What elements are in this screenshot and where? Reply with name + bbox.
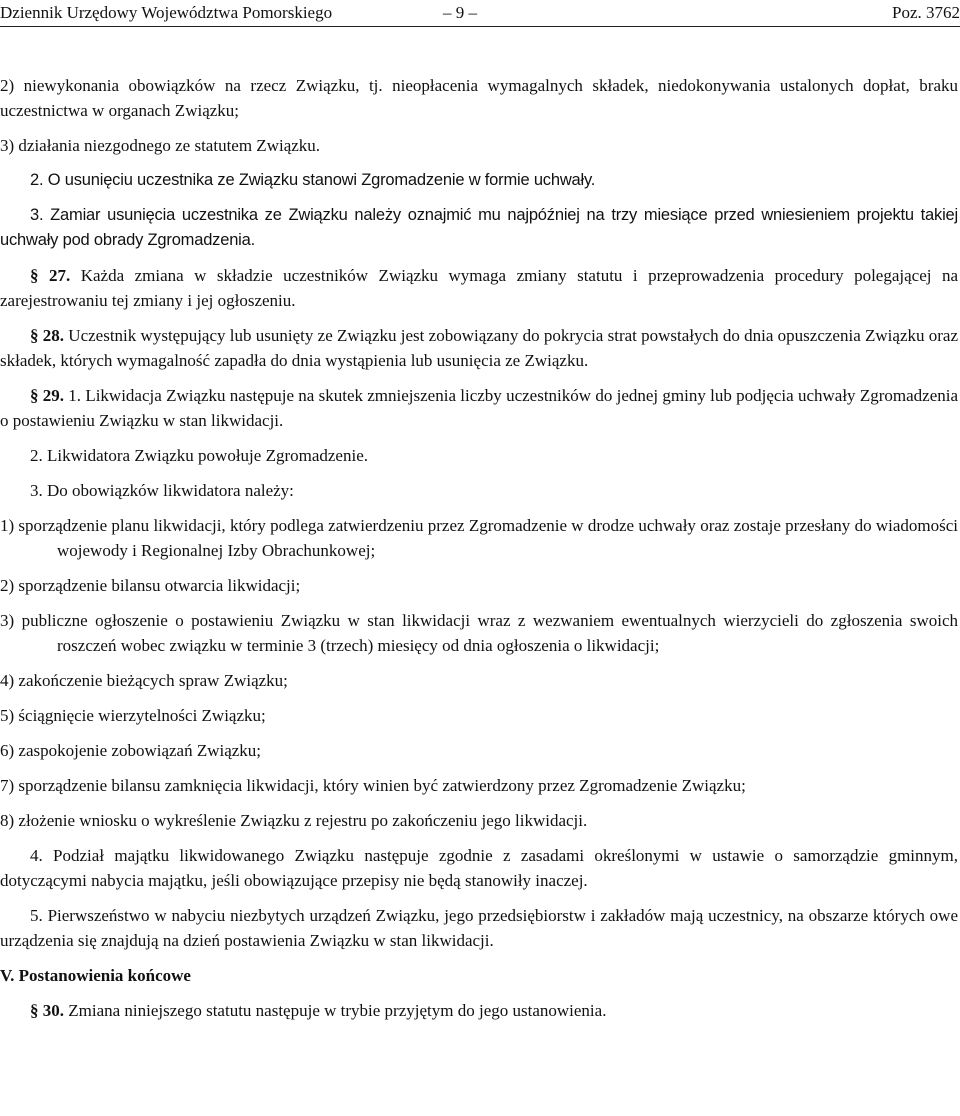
list-item: 3) publiczne ogłoszenie o postawieniu Związku w stan likwidacji wraz z wezwaniem ewentualnych wierzycieli do zgłoszenia swoich roszczeń wobec związku w terminie 3 (trzech) miesięcy od dnia ogłoszenia o likwidacji; [0, 611, 958, 655]
journal-title: Dziennik Urzędowy Województwa Pomorskiego [0, 3, 333, 22]
section-28-label: § 28. [30, 326, 65, 345]
page-number: – 9 – [443, 3, 477, 22]
paragraph-item-3: 3) działania niezgodnego ze statutem Związku. [0, 136, 321, 155]
list-item: 7) sporządzenie bilansu zamknięcia likwidacji, który winien być zatwierdzony przez Zgromadzenie Związku; [0, 776, 746, 795]
section-29-paragraph-4: 4. Podział majątku likwidowanego Związku następuje zgodnie z zasadami określonymi w ustawie o samorządzie gminnym, dotyczącymi nabycia majątku, jeśli obowiązujące przepisy nie będą stanowiły inaczej. [0, 846, 958, 890]
position-number: Poz. 3762 [892, 3, 960, 22]
section-29-label: § 29. [30, 386, 65, 405]
section-30 [0, 998, 958, 1023]
section-28 [0, 323, 958, 373]
paragraph-item-2: 2) niewykonania obowiązków na rzecz Związku, tj. nieopłacenia wymagalnych składek, niedokonywania ustalonych dopłat, braku uczestnictwa w organach Związku; [0, 76, 958, 120]
page-header [0, 0, 960, 27]
section-29-paragraph-3: 3. Do obowiązków likwidatora należy: [30, 481, 294, 500]
section-27 [0, 263, 958, 313]
section-29-paragraph-5: 5. Pierwszeństwo w nabyciu niezbytych urządzeń Związku, jego przedsiębiorstw i zakładów mają uczestnicy, na obszarze których owe urządzenia się znajdują na dzień postawienia Związku w stan likwidacji. [0, 906, 958, 950]
list-item: 2) sporządzenie bilansu otwarcia likwidacji; [0, 576, 301, 595]
section-29-paragraph-2: 2. Likwidatora Związku powołuje Zgromadzenie. [30, 446, 368, 465]
document-body [0, 73, 958, 1033]
section-30-label: § 30. [30, 1001, 64, 1020]
section-30-text: Zmiana niniejszego statutu następuje w trybie przyjętym do jego ustanowienia. [64, 1001, 607, 1020]
chapter-heading: V. Postanowienia końcowe [0, 966, 191, 985]
section-27-label: § 27. [30, 266, 71, 285]
paragraph-removal-decision: 2. O usunięciu uczestnika ze Związku stanowi Zgromadzenie w formie uchwały. [30, 171, 596, 189]
section-27-text: Każda zmiana w składzie uczestników Związku wymaga zmiany statutu i przeprowadzenia procedury polegającej na zarejestrowaniu tej zmiany i jej ogłoszeniu. [0, 266, 958, 310]
list-item: 1) sporządzenie planu likwidacji, który podlega zatwierdzeniu przez Zgromadzenie w drodze uchwały oraz zostaje przesłany do wiadomości wojewody i Regionalnej Izby Obrachunkowej; [0, 516, 958, 560]
list-item: 6) zaspokojenie zobowiązań Związku; [0, 741, 262, 760]
list-item: 5) ściągnięcie wierzytelności Związku; [0, 706, 266, 725]
section-28-text: Uczestnik występujący lub usunięty ze Związku jest zobowiązany do pokrycia strat powstałych do dnia opuszczenia Związku oraz składek, których wymagalność zapadła do dnia wystąpienia lub usunięcia ze Związku. [0, 326, 959, 370]
list-item: 8) złożenie wniosku o wykreślenie Związku z rejestru po zakończeniu jego likwidacji. [0, 811, 588, 830]
section-29-text: 1. Likwidacja Związku następuje na skutek zmniejszenia liczby uczestników do jednej gminy lub podjęcia uchwały Zgromadzenia o postawieniu Związku w stan likwidacji. [0, 386, 959, 430]
section-29 [0, 383, 958, 433]
paragraph-removal-notice: 3. Zamiar usunięcia uczestnika ze Związku należy oznajmić mu najpóźniej na trzy miesiące przed wniesieniem projektu takiej uchwały pod obrady Zgromadzenia. [0, 206, 958, 249]
list-item: 4) zakończenie bieżących spraw Związku; [0, 671, 288, 690]
